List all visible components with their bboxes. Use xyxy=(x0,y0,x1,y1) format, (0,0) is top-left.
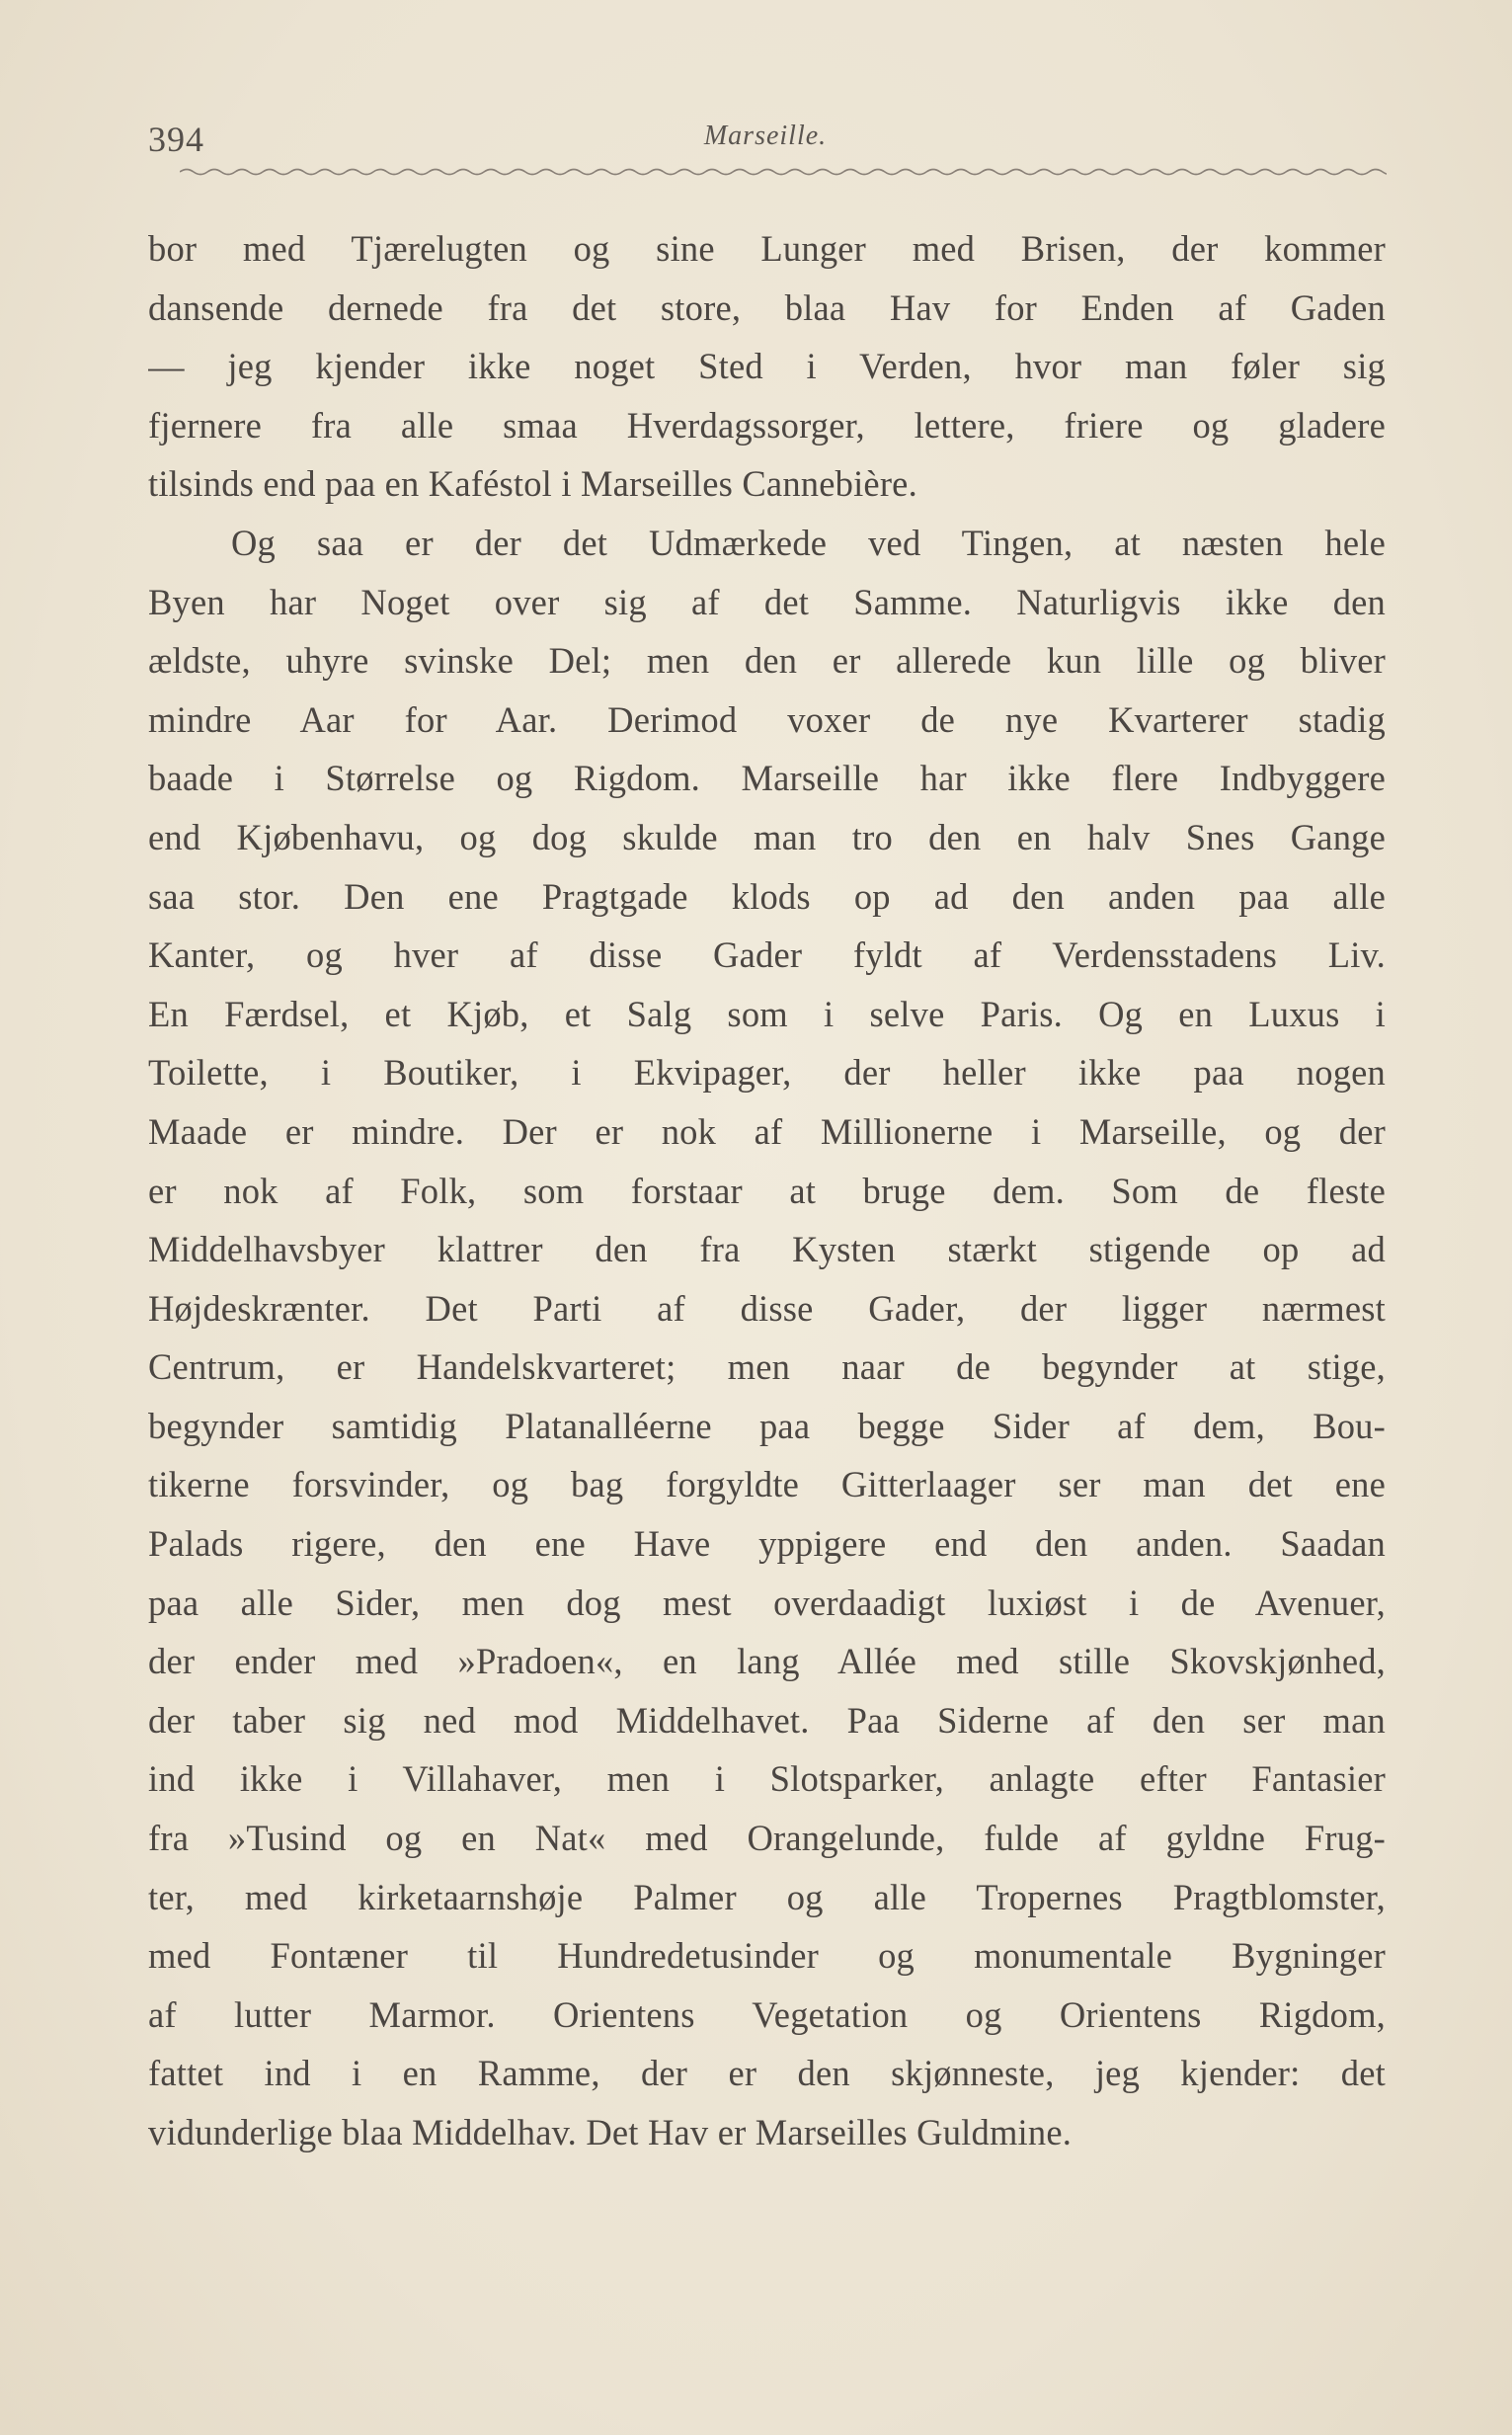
text-line: der ender med »Pradoen«, en lang Allée med stille Skovskjønhed, xyxy=(148,1641,1386,1682)
text-line: end Kjøbenhavu, og dog skulde man tro den en halv Snes Gange xyxy=(148,816,1386,857)
text-line: med Fontæner til Hundredetusinder og monumentale Bygninger xyxy=(148,1935,1386,1977)
text-line: mindre Aar for Aar. Derimod voxer de nye Kvarterer stadig xyxy=(148,698,1386,740)
text-line: Palads rigere, den ene Have yppigere end den anden. Saadan xyxy=(148,1523,1386,1565)
text-line: baade i Størrelse og Rigdom. Marseille har ikke flere Indbyggere xyxy=(148,758,1386,799)
text-line: Byen har Noget over sig af det Samme. Naturligvis ikke den xyxy=(148,581,1386,622)
text-line: er nok af Folk, som forstaar at bruge dem. Som de fleste xyxy=(148,1170,1386,1211)
text-line: fjernere fra alle smaa Hverdagssorger, lettere, friere og gladere xyxy=(148,404,1386,446)
text-line: fattet ind i en Ramme, der er den skjønneste, jeg kjender: det xyxy=(148,2053,1386,2094)
text-line: ind ikke i Villahaver, men i Slotsparker, anlagte efter Fantasier xyxy=(148,1758,1386,1800)
text-line: tikerne forsvinder, og bag forgyldte Gitterlaager ser man det ene xyxy=(148,1464,1386,1505)
text-line: En Færdsel, et Kjøb, et Salg som i selve Paris. Og en Luxus i xyxy=(148,993,1386,1034)
text-line: bor med Tjærelugten og sine Lunger med Brisen, der kommer xyxy=(148,228,1386,269)
text-line: Højdeskrænter. Det Parti af disse Gader, der ligger nærmest xyxy=(148,1287,1386,1329)
text-line: Toilette, i Boutiker, i Ekvipager, der heller ikke paa nogen xyxy=(148,1052,1386,1094)
page-number: 394 xyxy=(148,120,204,159)
text-line: — jeg kjender ikke noget Sted i Verden, hvor man føler sig xyxy=(148,346,1386,387)
page-header xyxy=(148,111,1383,160)
text-line: saa stor. Den ene Pragtgade klods op ad den anden paa alle xyxy=(148,875,1386,917)
text-line: Og saa er der det Udmærkede ved Tingen, at næsten hele xyxy=(231,522,1386,563)
text-line: Maade er mindre. Der er nok af Millionerne i Marseille, og der xyxy=(148,1110,1386,1152)
text-line: vidunderlige blaa Middelhav. Det Hav er Marseilles Guldmine. xyxy=(148,2112,1073,2152)
text-line: Kanter, og hver af disse Gader fyldt af Verdensstadens Liv. xyxy=(148,934,1386,976)
text-line: ældste, uhyre svinske Del; men den er allerede kun lille og bliver xyxy=(148,640,1386,682)
text-line: dansende dernede fra det store, blaa Hav for Enden af Gaden xyxy=(148,286,1386,328)
text-line: fra »Tusind og en Nat« med Orangelunde, fulde af gyldne Frug- xyxy=(148,1818,1386,1859)
text-line: paa alle Sider, men dog mest overdaadigt luxiøst i de Avenuer, xyxy=(148,1582,1386,1623)
running-title: Marseille. xyxy=(703,121,828,151)
text-line: ter, med kirketaarnshøje Palmer og alle Tropernes Pragtblomster, xyxy=(148,1876,1386,1917)
text-line: der taber sig ned mod Middelhavet. Paa Siderne af den ser man xyxy=(148,1699,1386,1741)
text-line: begynder samtidig Platanalléerne paa begge Sider af dem, Bou- xyxy=(148,1405,1386,1446)
text-line: Centrum, er Handelskvarteret; men naar de begynder at stige, xyxy=(148,1346,1386,1388)
text-line: Middelhavsbyer klattrer den fra Kysten stærkt stigende op ad xyxy=(148,1229,1386,1270)
header-wavy-rule xyxy=(180,164,1387,180)
text-line: af lutter Marmor. Orientens Vegetation og Orientens Rigdom, xyxy=(148,1993,1386,2035)
body-text xyxy=(148,219,1386,2162)
text-line: tilsinds end paa en Kaféstol i Marseilles Cannebière. xyxy=(148,463,917,505)
